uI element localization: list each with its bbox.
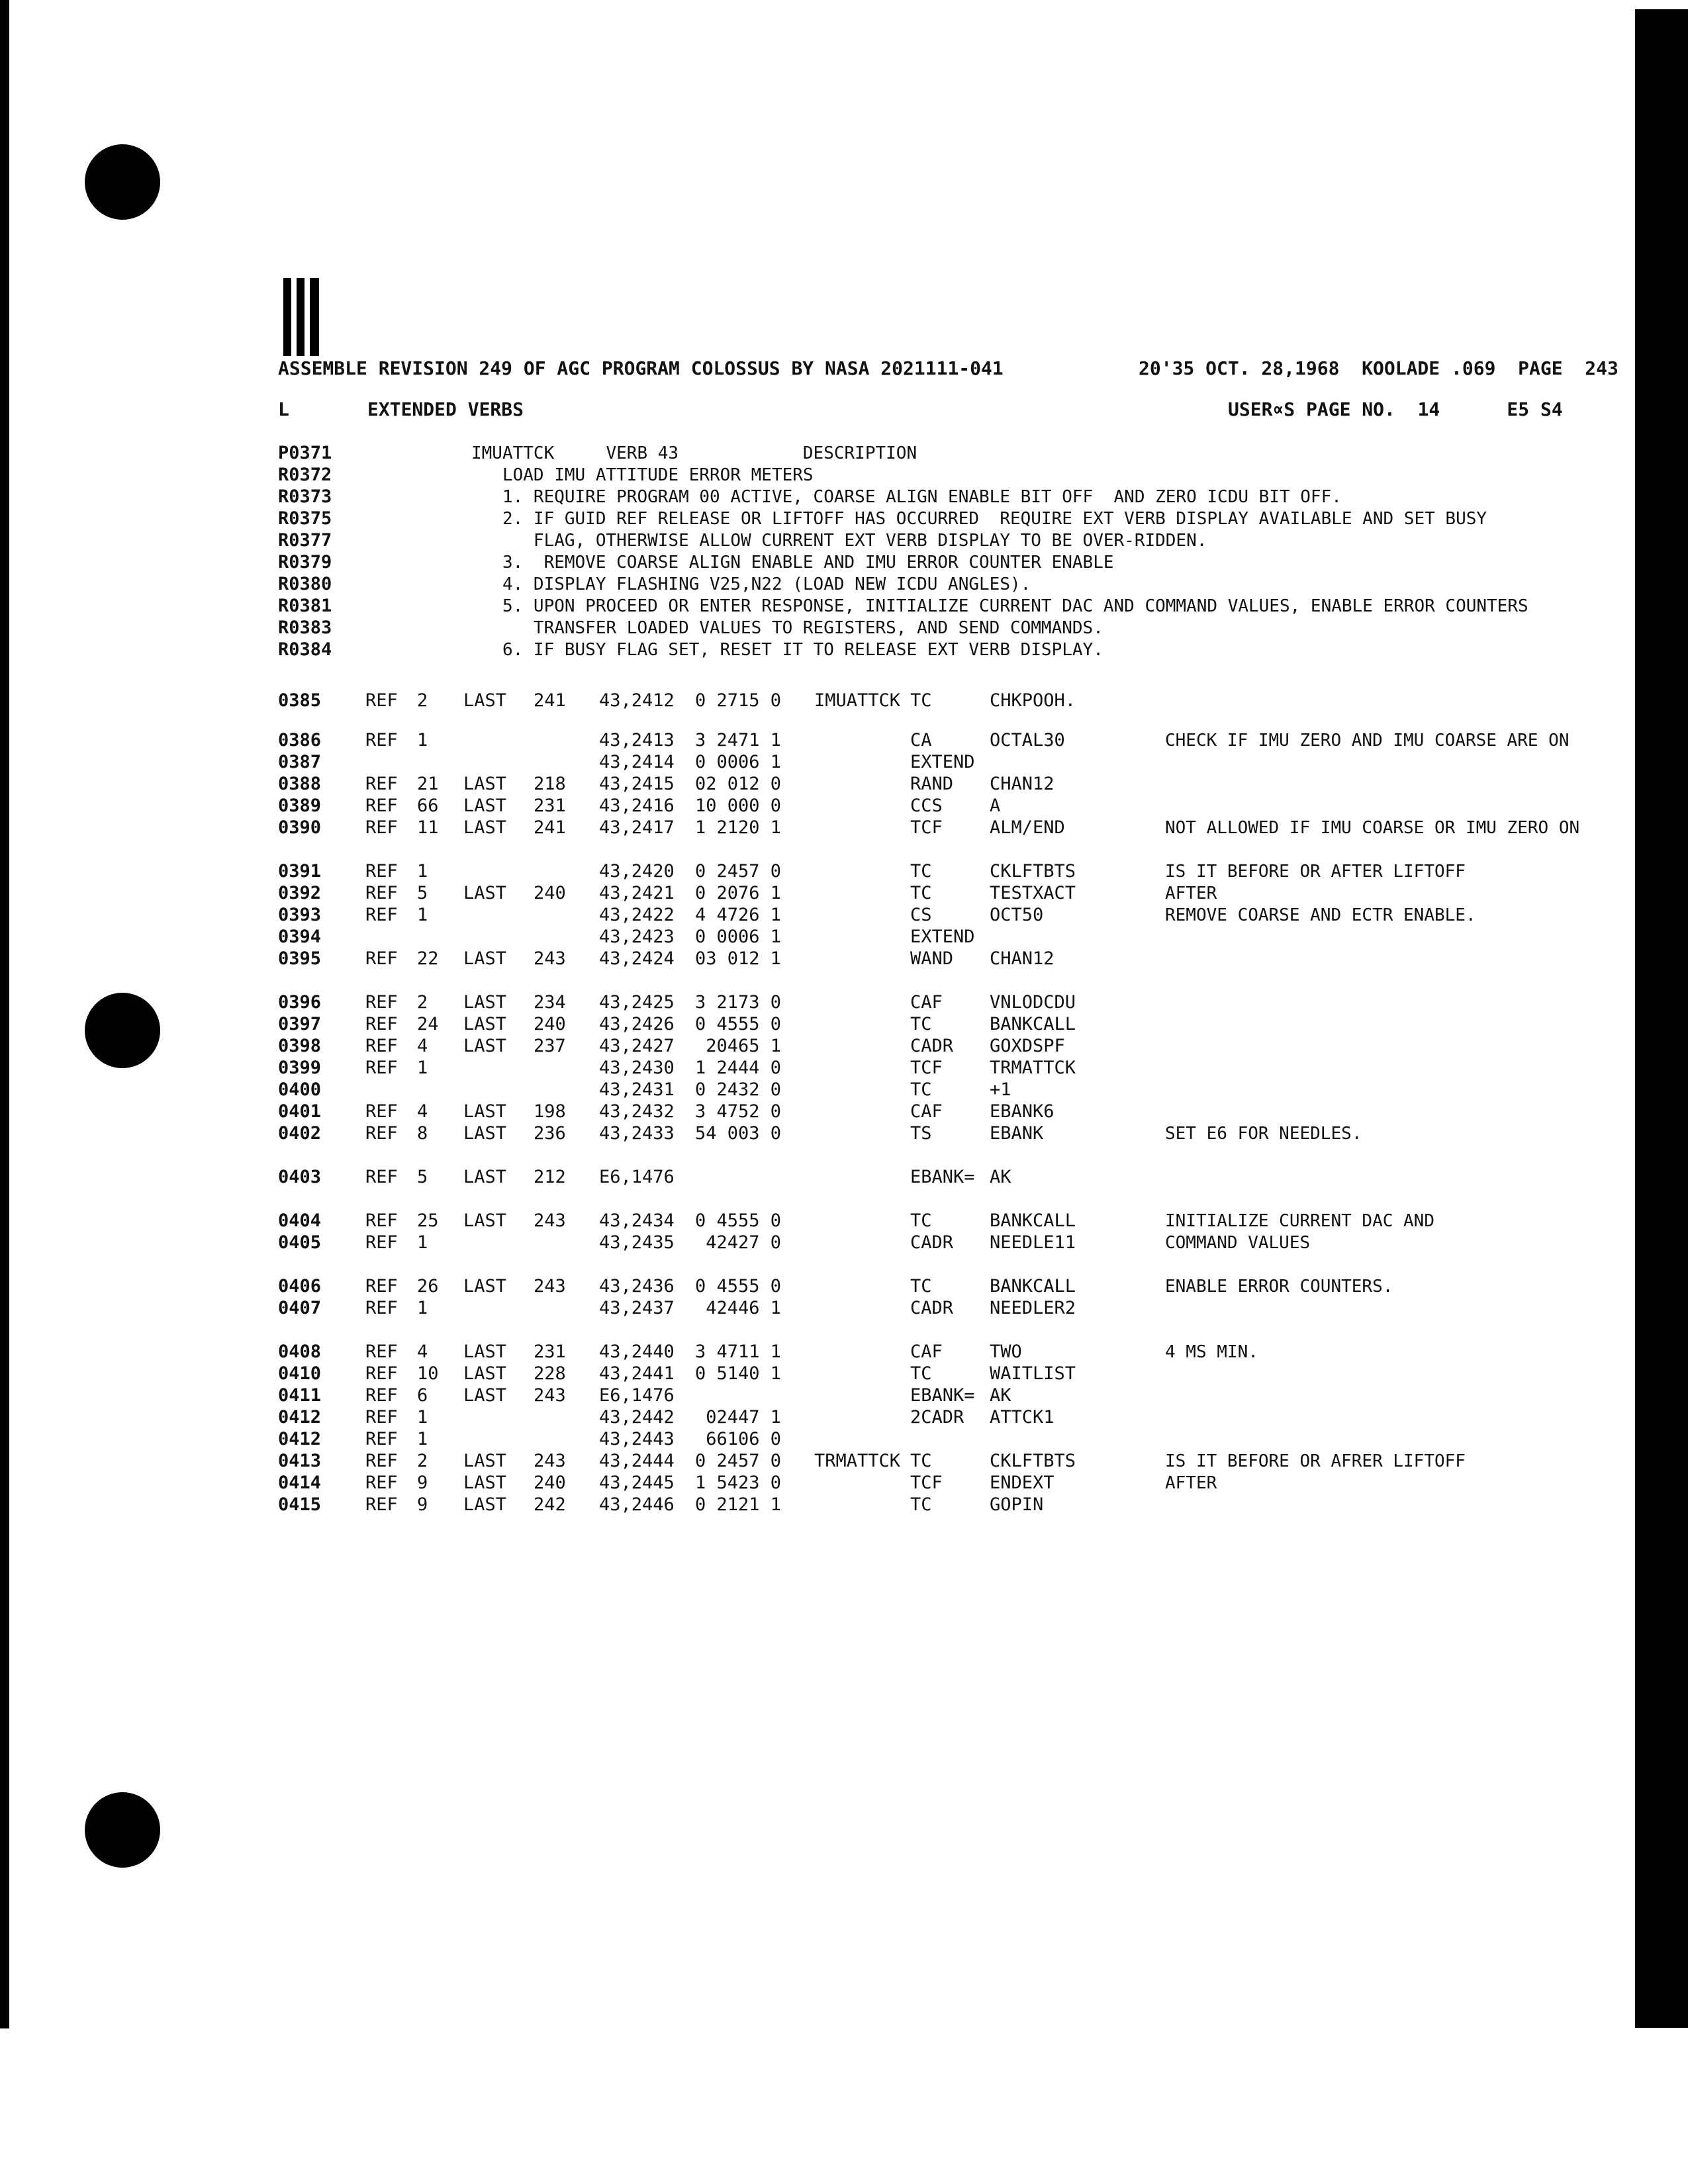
code-last-marker: LAST — [463, 1101, 507, 1122]
code-opcode: EXTEND — [910, 752, 975, 772]
description-line-text: FLAG, OTHERWISE ALLOW CURRENT EXT VERB DISPLAY TO BE OVER-RIDDEN. — [471, 531, 1207, 551]
code-address: 43,2414 — [599, 752, 675, 772]
code-ref-count: 25 — [417, 1210, 439, 1231]
code-ref-marker: REF — [365, 1036, 398, 1056]
code-last-page: 234 — [534, 992, 566, 1013]
code-operand: CHKPOOH. — [990, 690, 1076, 711]
code-last-marker: LAST — [463, 1494, 507, 1515]
code-line-number: 0397 — [278, 1014, 322, 1034]
code-last-page: 240 — [534, 883, 566, 903]
code-operand: BANKCALL — [990, 1014, 1076, 1034]
code-ref-marker: REF — [365, 774, 398, 794]
code-line-number: 0390 — [278, 817, 322, 838]
code-octal-value: 20465 1 — [695, 1036, 782, 1056]
description-line-text: 5. UPON PROCEED OR ENTER RESPONSE, INITIALIZE CURRENT DAC AND COMMAND VALUES, ENABLE ERROR COUNTERS — [471, 596, 1528, 616]
code-octal-value: 0 2076 1 — [695, 883, 782, 903]
code-operand: VNLODCDU — [990, 992, 1076, 1013]
code-ref-marker: REF — [365, 1123, 398, 1144]
code-label: IMUATTCK — [814, 690, 901, 711]
code-octal-value: 4 4726 1 — [695, 905, 782, 925]
code-last-page: 243 — [534, 1451, 566, 1471]
code-line-number: 0412 — [278, 1407, 322, 1428]
code-address: 43,2435 — [599, 1232, 675, 1253]
code-last-marker: LAST — [463, 992, 507, 1013]
code-ref-marker: REF — [365, 905, 398, 925]
code-last-marker: LAST — [463, 1210, 507, 1231]
code-address: 43,2444 — [599, 1451, 675, 1471]
code-address: 43,2413 — [599, 730, 675, 751]
code-operand: TWO — [990, 1342, 1022, 1362]
code-opcode: TC — [910, 1494, 932, 1515]
code-last-page: 231 — [534, 796, 566, 816]
code-operand: CHAN12 — [990, 948, 1055, 969]
code-comment: CHECK IF IMU ZERO AND IMU COARSE ARE ON — [1165, 731, 1570, 751]
code-opcode: CADR — [910, 1298, 954, 1318]
code-ref-count: 1 — [417, 905, 428, 925]
code-line-number: 0406 — [278, 1276, 322, 1297]
code-operand: GOPIN — [990, 1494, 1044, 1515]
code-ref-marker: REF — [365, 883, 398, 903]
code-line-number: 0408 — [278, 1342, 322, 1362]
code-opcode: CAF — [910, 1101, 943, 1122]
code-ref-count: 1 — [417, 861, 428, 882]
code-line-number: 0407 — [278, 1298, 322, 1318]
code-ref-marker: REF — [365, 1058, 398, 1078]
code-opcode: TCF — [910, 817, 943, 838]
code-octal-value: 0 2457 0 — [695, 861, 782, 882]
code-operand: CHAN12 — [990, 774, 1055, 794]
code-last-page: 243 — [534, 948, 566, 969]
code-address: 43,2434 — [599, 1210, 675, 1231]
description-line-id: R0377 — [278, 530, 332, 551]
code-ref-marker: REF — [365, 1407, 398, 1428]
code-ref-marker: REF — [365, 1473, 398, 1493]
code-ref-marker: REF — [365, 1210, 398, 1231]
code-ref-marker: REF — [365, 1385, 398, 1406]
code-address: 43,2430 — [599, 1058, 675, 1078]
code-ref-count: 21 — [417, 774, 439, 794]
code-address: 43,2432 — [599, 1101, 675, 1122]
code-ref-count: 1 — [417, 1058, 428, 1078]
code-ref-marker: REF — [365, 1451, 398, 1471]
header-date-page: 20'35 OCT. 28,1968 KOOLADE .069 PAGE 243 — [1139, 357, 1618, 379]
code-last-page: 240 — [534, 1473, 566, 1493]
code-opcode: TC — [910, 690, 932, 711]
code-octal-value: 3 4711 1 — [695, 1342, 782, 1362]
code-address: 43,2412 — [599, 690, 675, 711]
code-address: 43,2424 — [599, 948, 675, 969]
code-comment: AFTER — [1165, 884, 1217, 903]
description-line-id: R0381 — [278, 596, 332, 616]
code-opcode: TC — [910, 1014, 932, 1034]
code-line-number: 0395 — [278, 948, 322, 969]
code-line-number: 0412 — [278, 1429, 322, 1449]
code-line-number: 0414 — [278, 1473, 322, 1493]
code-ref-count: 2 — [417, 690, 428, 711]
code-operand: CKLFTBTS — [990, 1451, 1076, 1471]
description-line-id: R0373 — [278, 486, 332, 507]
code-ref-marker: REF — [365, 690, 398, 711]
code-octal-value: 1 2120 1 — [695, 817, 782, 838]
code-last-page: 243 — [534, 1210, 566, 1231]
code-ref-count: 11 — [417, 817, 439, 838]
description-line-id: R0379 — [278, 552, 332, 572]
code-opcode: CADR — [910, 1232, 954, 1253]
code-operand: AK — [990, 1385, 1011, 1406]
code-ref-marker: REF — [365, 1363, 398, 1384]
code-octal-value: 0 2457 0 — [695, 1451, 782, 1471]
code-ref-marker: REF — [365, 1276, 398, 1297]
header-section-title: EXTENDED VERBS — [367, 398, 524, 420]
code-address: 43,2421 — [599, 883, 675, 903]
code-octal-value: 0 4555 0 — [695, 1276, 782, 1297]
code-ref-marker: REF — [365, 1429, 398, 1449]
code-opcode: TC — [910, 1363, 932, 1384]
code-opcode: CAF — [910, 992, 943, 1013]
code-opcode: EBANK= — [910, 1385, 975, 1406]
code-ref-count: 1 — [417, 1429, 428, 1449]
code-ref-count: 10 — [417, 1363, 439, 1384]
code-line-number: 0387 — [278, 752, 322, 772]
code-line-number: 0411 — [278, 1385, 322, 1406]
code-ref-count: 1 — [417, 1232, 428, 1253]
code-ref-count: 5 — [417, 883, 428, 903]
code-operand: ALM/END — [990, 817, 1065, 838]
code-opcode: CADR — [910, 1036, 954, 1056]
code-operand: +1 — [990, 1079, 1011, 1100]
code-comment: COMMAND VALUES — [1165, 1233, 1311, 1253]
code-last-marker: LAST — [463, 883, 507, 903]
code-operand: EBANK — [990, 1123, 1044, 1144]
code-comment: 4 MS MIN. — [1165, 1342, 1258, 1362]
code-opcode: TCF — [910, 1058, 943, 1078]
code-ref-marker: REF — [365, 1014, 398, 1034]
code-last-marker: LAST — [463, 690, 507, 711]
header-users-page: USER∝S PAGE NO. 14 E5 S4 — [1228, 398, 1563, 420]
code-ref-count: 22 — [417, 948, 439, 969]
description-line-id: R0372 — [278, 465, 332, 485]
code-address: 43,2416 — [599, 796, 675, 816]
code-last-page: 212 — [534, 1167, 566, 1187]
code-last-marker: LAST — [463, 1123, 507, 1144]
code-last-marker: LAST — [463, 817, 507, 838]
code-address: E6,1476 — [599, 1385, 675, 1406]
code-octal-value: 1 5423 0 — [695, 1473, 782, 1493]
code-line-number: 0402 — [278, 1123, 322, 1144]
code-last-marker: LAST — [463, 1014, 507, 1034]
code-octal-value: 0 4555 0 — [695, 1210, 782, 1231]
code-ref-marker: REF — [365, 1494, 398, 1515]
code-ref-count: 24 — [417, 1014, 439, 1034]
code-ref-marker: REF — [365, 992, 398, 1013]
code-octal-value: 0 2715 0 — [695, 690, 782, 711]
description-line-text: LOAD IMU ATTITUDE ERROR METERS — [471, 465, 814, 485]
code-address: 43,2426 — [599, 1014, 675, 1034]
code-octal-value: 3 4752 0 — [695, 1101, 782, 1122]
description-line-id: P0371 — [278, 443, 332, 463]
scan-edge-left — [0, 0, 9, 2028]
code-ref-count: 1 — [417, 1407, 428, 1428]
binder-hole-top — [85, 144, 160, 220]
description-line-id: R0384 — [278, 639, 332, 660]
description-line-id: R0383 — [278, 617, 332, 638]
code-line-number: 0394 — [278, 927, 322, 947]
code-line-number: 0401 — [278, 1101, 322, 1122]
code-ref-marker: REF — [365, 796, 398, 816]
code-line-number: 0405 — [278, 1232, 322, 1253]
code-address: 43,2437 — [599, 1298, 675, 1318]
code-comment: NOT ALLOWED IF IMU COARSE OR IMU ZERO ON — [1165, 818, 1580, 838]
code-line-number: 0385 — [278, 690, 322, 711]
code-address: 43,2431 — [599, 1079, 675, 1100]
code-address: 43,2417 — [599, 817, 675, 838]
code-opcode: 2CADR — [910, 1407, 964, 1428]
code-operand: ENDEXT — [990, 1473, 1055, 1493]
code-address: 43,2423 — [599, 927, 675, 947]
code-opcode: TC — [910, 1210, 932, 1231]
code-ref-count: 1 — [417, 730, 428, 751]
code-last-page: 236 — [534, 1123, 566, 1144]
code-opcode: EBANK= — [910, 1167, 975, 1187]
code-line-number: 0392 — [278, 883, 322, 903]
code-ref-marker: REF — [365, 861, 398, 882]
code-last-marker: LAST — [463, 1167, 507, 1187]
code-address: 43,2442 — [599, 1407, 675, 1428]
code-line-number: 0403 — [278, 1167, 322, 1187]
code-last-page: 198 — [534, 1101, 566, 1122]
code-ref-count: 5 — [417, 1167, 428, 1187]
code-opcode: TC — [910, 883, 932, 903]
code-comment: ENABLE ERROR COUNTERS. — [1165, 1277, 1393, 1297]
code-address: 43,2445 — [599, 1473, 675, 1493]
code-ref-count: 1 — [417, 1298, 428, 1318]
code-octal-value: 0 2432 0 — [695, 1079, 782, 1100]
code-last-page: 242 — [534, 1494, 566, 1515]
code-last-page: 241 — [534, 817, 566, 838]
description-line-text: TRANSFER LOADED VALUES TO REGISTERS, AND SEND COMMANDS. — [471, 618, 1103, 638]
scan-edge-right — [1635, 9, 1688, 2028]
code-address: 43,2436 — [599, 1276, 675, 1297]
code-line-number: 0386 — [278, 730, 322, 751]
code-comment: INITIALIZE CURRENT DAC AND — [1165, 1211, 1434, 1231]
code-line-number: 0400 — [278, 1079, 322, 1100]
code-opcode: TC — [910, 1276, 932, 1297]
code-last-marker: LAST — [463, 796, 507, 816]
code-ref-count: 2 — [417, 992, 428, 1013]
code-last-page: 218 — [534, 774, 566, 794]
code-octal-value: 3 2471 1 — [695, 730, 782, 751]
code-last-marker: LAST — [463, 1451, 507, 1471]
code-line-number: 0415 — [278, 1494, 322, 1515]
code-operand: A — [990, 796, 1001, 816]
code-line-number: 0399 — [278, 1058, 322, 1078]
code-ref-count: 8 — [417, 1123, 428, 1144]
code-last-page: 231 — [534, 1342, 566, 1362]
code-comment: SET E6 FOR NEEDLES. — [1165, 1124, 1362, 1144]
code-last-marker: LAST — [463, 1473, 507, 1493]
code-ref-count: 4 — [417, 1036, 428, 1056]
code-octal-value: 42427 0 — [695, 1232, 782, 1253]
description-line-text: 4. DISPLAY FLASHING V25,N22 (LOAD NEW ICDU ANGLES). — [471, 574, 1031, 594]
description-line-text: 2. IF GUID REF RELEASE OR LIFTOFF HAS OCCURRED REQUIRE EXT VERB DISPLAY AVAILABLE AND SET BUSY — [471, 509, 1487, 529]
code-opcode: WAND — [910, 948, 954, 969]
code-octal-value: 0 0006 1 — [695, 927, 782, 947]
code-octal-value: 0 2121 1 — [695, 1494, 782, 1515]
code-ref-marker: REF — [365, 730, 398, 751]
code-line-number: 0413 — [278, 1451, 322, 1471]
code-operand: ATTCK1 — [990, 1407, 1055, 1428]
code-address: 43,2422 — [599, 905, 675, 925]
code-octal-value: 0 4555 0 — [695, 1014, 782, 1034]
code-last-marker: LAST — [463, 1036, 507, 1056]
description-line-id: R0375 — [278, 508, 332, 529]
code-line-number: 0388 — [278, 774, 322, 794]
code-operand: TRMATTCK — [990, 1058, 1076, 1078]
code-address: 43,2425 — [599, 992, 675, 1013]
code-line-number: 0393 — [278, 905, 322, 925]
code-last-marker: LAST — [463, 1385, 507, 1406]
code-ref-marker: REF — [365, 1232, 398, 1253]
code-operand: NEEDLE11 — [990, 1232, 1076, 1253]
code-address: 43,2420 — [599, 861, 675, 882]
code-last-marker: LAST — [463, 1363, 507, 1384]
header-l-marker: L — [278, 398, 289, 420]
code-octal-value: 54 003 0 — [695, 1123, 782, 1144]
code-operand: TESTXACT — [990, 883, 1076, 903]
description-line-text: 6. IF BUSY FLAG SET, RESET IT TO RELEASE EXT VERB DISPLAY. — [471, 640, 1103, 660]
code-octal-value: 3 2173 0 — [695, 992, 782, 1013]
code-opcode: TCF — [910, 1473, 943, 1493]
code-last-page: 241 — [534, 690, 566, 711]
description-line-text: 1. REQUIRE PROGRAM 00 ACTIVE, COARSE ALIGN ENABLE BIT OFF AND ZERO ICDU BIT OFF. — [471, 487, 1342, 507]
code-opcode: RAND — [910, 774, 954, 794]
code-opcode: CAF — [910, 1342, 943, 1362]
code-opcode: CA — [910, 730, 932, 751]
code-line-number: 0398 — [278, 1036, 322, 1056]
code-last-marker: LAST — [463, 948, 507, 969]
code-operand: BANKCALL — [990, 1210, 1076, 1231]
description-line-id: R0380 — [278, 574, 332, 594]
code-last-page: 240 — [534, 1014, 566, 1034]
code-operand: WAITLIST — [990, 1363, 1076, 1384]
code-last-marker: LAST — [463, 774, 507, 794]
code-ref-marker: REF — [365, 948, 398, 969]
code-operand: NEEDLER2 — [990, 1298, 1076, 1318]
code-line-number: 0389 — [278, 796, 322, 816]
code-opcode: EXTEND — [910, 927, 975, 947]
code-label: TRMATTCK — [814, 1451, 901, 1471]
description-line-text: IMUATTCK VERB 43 DESCRIPTION — [471, 443, 917, 463]
code-operand: OCT50 — [990, 905, 1044, 925]
code-operand: EBANK6 — [990, 1101, 1055, 1122]
code-ref-count: 2 — [417, 1451, 428, 1471]
code-ref-count: 26 — [417, 1276, 439, 1297]
code-ref-count: 9 — [417, 1494, 428, 1515]
code-line-number: 0391 — [278, 861, 322, 882]
code-ref-marker: REF — [365, 817, 398, 838]
code-octal-value: 0 0006 1 — [695, 752, 782, 772]
code-opcode: TC — [910, 1451, 932, 1471]
code-last-page: 243 — [534, 1276, 566, 1297]
code-address: 43,2446 — [599, 1494, 675, 1515]
code-line-number: 0410 — [278, 1363, 322, 1384]
code-comment: REMOVE COARSE AND ECTR ENABLE. — [1165, 905, 1476, 925]
code-ref-marker: REF — [365, 1101, 398, 1122]
code-address: 43,2427 — [599, 1036, 675, 1056]
code-ref-count: 4 — [417, 1342, 428, 1362]
code-octal-value: 02447 1 — [695, 1407, 782, 1428]
code-ref-marker: REF — [365, 1342, 398, 1362]
code-opcode: TC — [910, 861, 932, 882]
code-octal-value: 02 012 0 — [695, 774, 782, 794]
code-operand: BANKCALL — [990, 1276, 1076, 1297]
code-operand: AK — [990, 1167, 1011, 1187]
binder-hole-bottom — [85, 1792, 160, 1868]
code-last-page: 243 — [534, 1385, 566, 1406]
code-ref-count: 6 — [417, 1385, 428, 1406]
header-assembly-title: ASSEMBLE REVISION 249 OF AGC PROGRAM COLOSSUS BY NASA 2021111-041 — [278, 357, 1004, 379]
code-octal-value: 66106 0 — [695, 1429, 782, 1449]
code-address: E6,1476 — [599, 1167, 675, 1187]
code-line-number: 0404 — [278, 1210, 322, 1231]
code-opcode: CCS — [910, 796, 943, 816]
code-opcode: CS — [910, 905, 932, 925]
code-ref-marker: REF — [365, 1167, 398, 1187]
description-line-text: 3. REMOVE COARSE ALIGN ENABLE AND IMU ERROR COUNTER ENABLE — [471, 553, 1114, 572]
code-address: 43,2433 — [599, 1123, 675, 1144]
code-address: 43,2441 — [599, 1363, 675, 1384]
code-comment: IS IT BEFORE OR AFRER LIFTOFF — [1165, 1451, 1466, 1471]
binder-hole-middle — [85, 993, 160, 1068]
code-operand: OCTAL30 — [990, 730, 1065, 751]
code-line-number: 0396 — [278, 992, 322, 1013]
code-last-marker: LAST — [463, 1276, 507, 1297]
code-ref-count: 4 — [417, 1101, 428, 1122]
code-comment: IS IT BEFORE OR AFTER LIFTOFF — [1165, 862, 1466, 882]
code-operand: CKLFTBTS — [990, 861, 1076, 882]
code-opcode: TC — [910, 1079, 932, 1100]
code-ref-count: 9 — [417, 1473, 428, 1493]
code-address: 43,2415 — [599, 774, 675, 794]
code-address: 43,2443 — [599, 1429, 675, 1449]
code-octal-value: 0 5140 1 — [695, 1363, 782, 1384]
code-octal-value: 03 012 1 — [695, 948, 782, 969]
code-ref-count: 66 — [417, 796, 439, 816]
code-operand: GOXDSPF — [990, 1036, 1065, 1056]
code-octal-value: 42446 1 — [695, 1298, 782, 1318]
code-address: 43,2440 — [599, 1342, 675, 1362]
code-octal-value: 10 000 0 — [695, 796, 782, 816]
code-last-page: 237 — [534, 1036, 566, 1056]
code-ref-marker: REF — [365, 1298, 398, 1318]
code-opcode: TS — [910, 1123, 932, 1144]
code-last-page: 228 — [534, 1363, 566, 1384]
code-last-marker: LAST — [463, 1342, 507, 1362]
code-octal-value: 1 2444 0 — [695, 1058, 782, 1078]
code-comment: AFTER — [1165, 1473, 1217, 1493]
